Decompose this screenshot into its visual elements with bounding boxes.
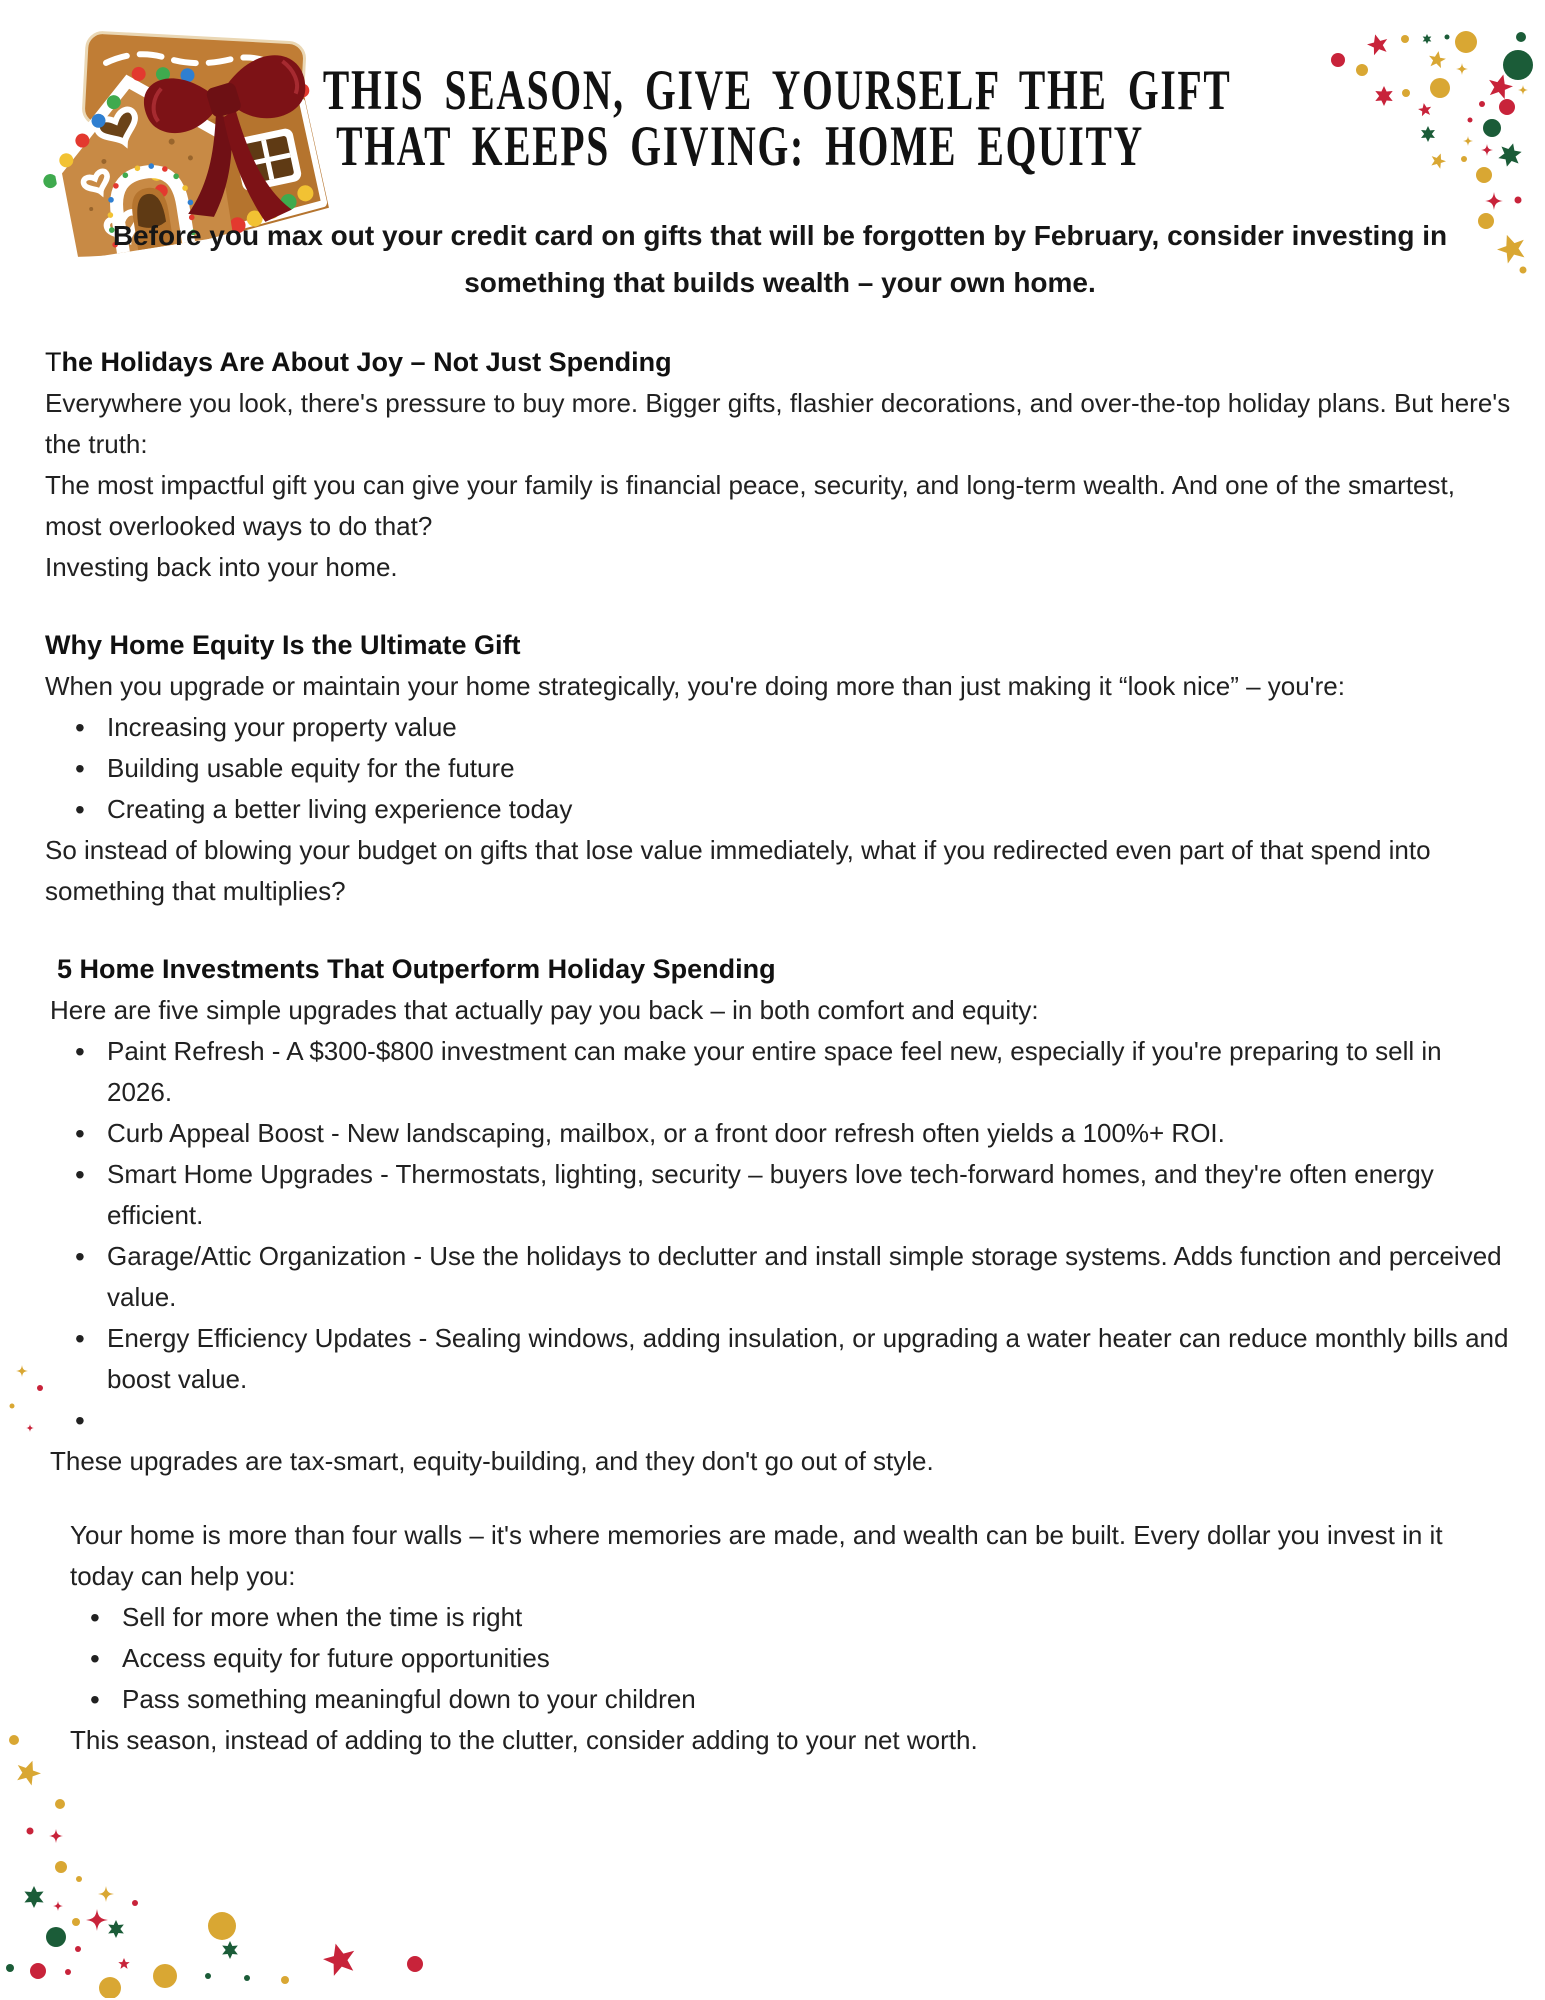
page-title-line1: THIS SEASON, GIVE YOURSELF THE GIFT (322, 58, 1232, 122)
list-item: • Curb Appeal Boost - New landscaping, mailbox, or a front door refresh often yields a 100%+ ROI. (75, 1113, 1513, 1154)
heading-holidays-about-joy: The Holidays Are About Joy – Not Just Spending (45, 347, 672, 377)
paragraph: These upgrades are tax-smart, equity-building, and they don't go out of style. (50, 1446, 934, 1476)
list-item: • Sell for more when the time is right (90, 1597, 1513, 1638)
intro-paragraph: Before you max out your credit card on gifts that will be forgotten by February, consider investing in something that builds wealth – your own home. (112, 220, 1448, 298)
list-item: • Creating a better living experience today (75, 789, 1513, 830)
home-investments-list (45, 1031, 1513, 1441)
list-item: • Building usable equity for the future (75, 748, 1513, 789)
page-title (322, 58, 1232, 178)
paragraph: Here are five simple upgrades that actually pay you back – in both comfort and equity: (50, 995, 1039, 1025)
closing-block (45, 1515, 1513, 1761)
heading-why-home-equity: Why Home Equity Is the Ultimate Gift (45, 630, 521, 660)
list-item: • Increasing your property value (75, 707, 1513, 748)
heading-first-letter: T (45, 347, 62, 377)
list-item: • Energy Efficiency Updates - Sealing windows, adding insulation, or upgrading a water heater can reduce monthly bills and boost value. (75, 1318, 1513, 1400)
closing-benefits-list (70, 1597, 1513, 1720)
flyer-body (45, 342, 1513, 1761)
page-title-line2: THAT KEEPS GIVING: HOME EQUITY (336, 114, 1144, 178)
list-item: • Pass something meaningful down to your children (90, 1679, 1513, 1720)
paragraph: When you upgrade or maintain your home strategically, you're doing more than just making it “look nice” – you're: (45, 671, 1345, 701)
paragraph: The most impactful gift you can give your family is financial peace, security, and long-term wealth. And one of the smartest, most overlooked ways to do that? (45, 470, 1455, 541)
paragraph: Everywhere you look, there's pressure to buy more. Bigger gifts, flashier decorations, and over-the-top holiday plans. But here's the truth: (45, 388, 1511, 459)
list-item: • Smart Home Upgrades - Thermostats, lighting, security – buyers love tech-forward homes, and they're often energy efficient. (75, 1154, 1513, 1236)
heading-5-home-investments: 5 Home Investments That Outperform Holiday Spending (57, 954, 776, 984)
equity-benefits-list (45, 707, 1513, 830)
list-item: • Garage/Attic Organization - Use the holidays to declutter and install simple storage systems. Adds function and perceived value. (75, 1236, 1513, 1318)
list-item-empty (75, 1400, 1513, 1441)
paragraph: Your home is more than four walls – it's where memories are made, and wealth can be built. Every dollar you invest in it today can help you: (70, 1520, 1443, 1591)
list-item: • Paint Refresh - A $300-$800 investment can make your entire space feel new, especially if you're preparing to sell in 2026. (75, 1031, 1513, 1113)
closing-line: This season, instead of adding to the clutter, consider adding to your net worth. (70, 1725, 978, 1755)
list-item: • Access equity for future opportunities (90, 1638, 1513, 1679)
paragraph: So instead of blowing your budget on gifts that lose value immediately, what if you redirected even part of that spend into something that multiplies? (45, 835, 1431, 906)
paragraph: Investing back into your home. (45, 552, 398, 582)
